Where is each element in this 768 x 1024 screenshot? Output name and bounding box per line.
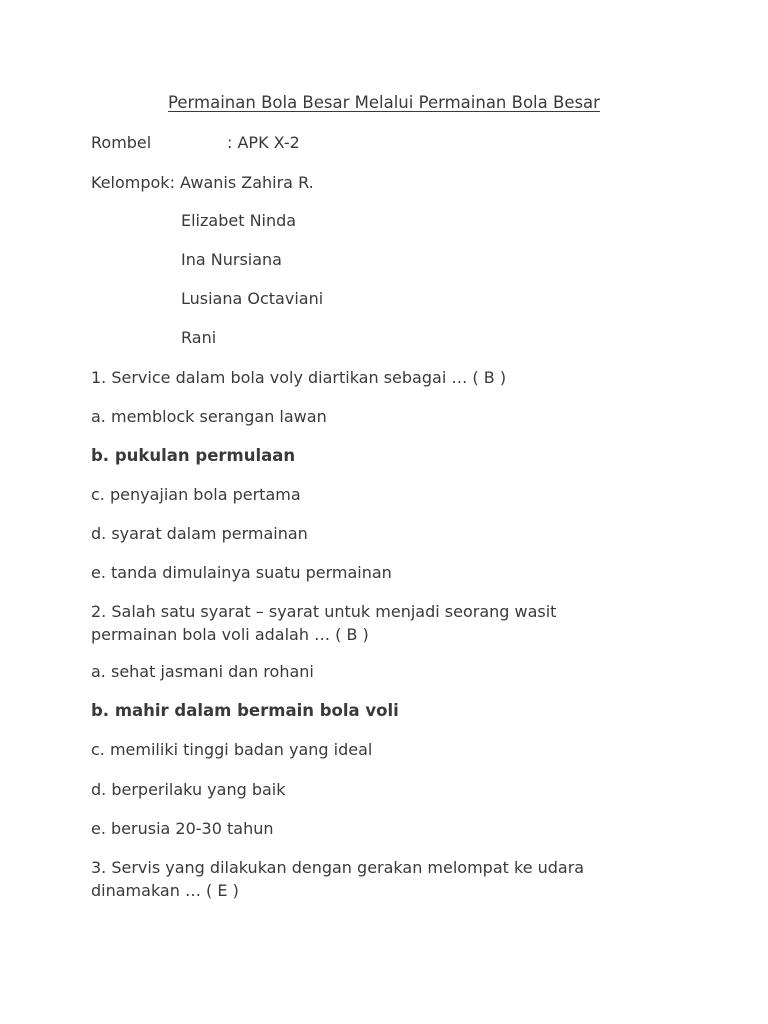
q1-option-e: e. tanda dimulainya suatu permainan [91, 563, 392, 582]
question-2-line-1: 2. Salah satu syarat – syarat untuk menjadi seorang wasit [91, 602, 557, 621]
kelompok-member: Elizabet Ninda [181, 211, 297, 230]
question-3-line-2: dinamakan … ( E ) [91, 881, 239, 900]
question-3-line-1: 3. Servis yang dilakukan dengan gerakan melompat ke udara [91, 858, 585, 877]
q2-option-c: c. memiliki tinggi badan yang ideal [91, 740, 373, 759]
kelompok-first-member: : Awanis Zahira R. [169, 173, 314, 192]
kelompok-label: Kelompok [91, 173, 170, 192]
q1-option-c: c. penyajian bola pertama [91, 485, 301, 504]
kelompok-member: Ina Nursiana [181, 250, 282, 269]
document-title: Permainan Bola Besar Melalui Permainan Bola Besar [168, 93, 600, 112]
q1-option-d: d. syarat dalam permainan [91, 524, 308, 543]
question-1: 1. Service dalam bola voly diartikan sebagai … ( B ) [91, 368, 507, 387]
q2-option-d: d. berperilaku yang baik [91, 780, 286, 799]
rombel-row [91, 132, 300, 154]
question-2-line-2: permainan bola voli adalah … ( B ) [91, 625, 369, 644]
kelompok-row [91, 172, 314, 194]
q2-option-a: a. sehat jasmani dan rohani [91, 662, 314, 681]
q1-option-b-answer: b. pukulan permulaan [91, 446, 296, 465]
q2-option-b-answer: b. mahir dalam bermain bola voli [91, 701, 399, 720]
kelompok-member: Rani [181, 328, 217, 347]
q2-option-e: e. berusia 20-30 tahun [91, 819, 274, 838]
rombel-label: Rombel [91, 133, 152, 152]
kelompok-member: Lusiana Octaviani [181, 289, 324, 308]
rombel-value: : APK X-2 [227, 133, 300, 152]
q1-option-a: a. memblock serangan lawan [91, 407, 327, 426]
